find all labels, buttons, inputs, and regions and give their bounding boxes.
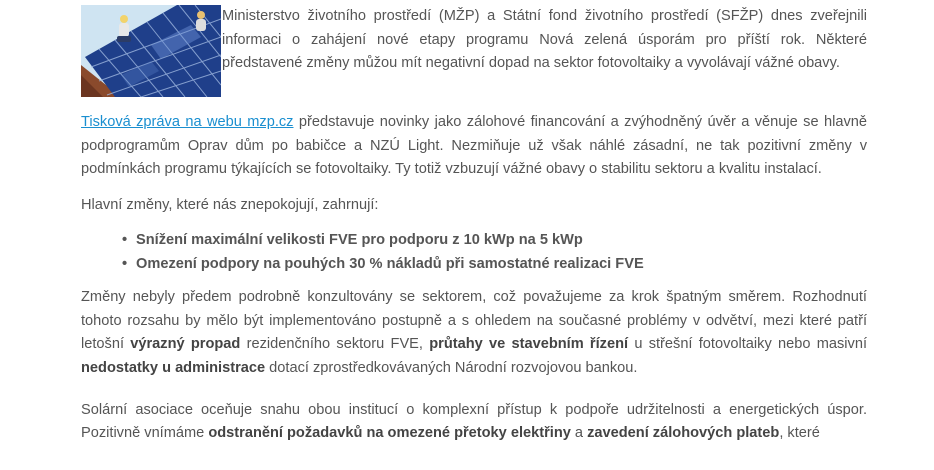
intro-paragraph: Ministerstvo životního prostředí (MŽP) a Státní fond životního prostředí (SFŽP) dnes zveřejnili informaci o zahájení nové etapy programu Nová zelená úsporám pro příští rok. Některé představené změny můžou mít negativní dopad na sektor fotovoltaiky a vyvolávají vážné obavy. [222,8,867,72]
article-intro [81,5,867,97]
consultation-text-1: Změny nebyly předem podrobně konzultovány se sektorem, což považujeme za krok špatným směrem. Rozhodnutí tohoto rozsahu by mělo být implementováno postupně a s ohledem na současné problémy v odvětví, mezi které patří letošní [81,289,867,353]
emphasis-advance-payments: zavedení zálohových plateb [587,425,780,442]
changes-intro: Hlavní změny, které nás znepokojují, zahrnují: [81,196,379,213]
press-release-text: představuje novinky jako zálohové financování a zvýhodněný úvěr a věnuje se hlavně podprogramům Oprav dům po babičce a NZÚ Light. Nezmiňuje už však náhlé zásadní, ne tak pozitivní změny v podmínkách programu týkajících se fotovoltaiky. Ty totiž vzbuzují vážné obavy o stabilitu sektoru a kvalitu instalací. [81,114,867,178]
consultation-paragraph [81,286,867,380]
changes-list [81,229,867,276]
article-body [81,5,867,458]
consultation-text-4: dotací zprostředkovávaných Národní rozvojovou bankou. [265,359,638,376]
appreciation-text-3: , které [779,425,820,442]
press-release-link[interactable]: Tisková zpráva na webu mzp.cz [81,114,294,130]
emphasis-decline: výrazný propad [130,336,241,353]
appreciation-text-2: a [570,425,588,442]
appreciation-text-1: Solární asociace oceňuje snahu obou institucí o komplexní přístup k podpoře udržitelnosti a energetických úspor. Pozitivně vnímáme [81,401,867,442]
consultation-text-2: rezidenčního sektoru FVE, [240,336,430,353]
consultation-text-3: u střešní fotovoltaiky nebo masivní [628,336,868,353]
change-item-1: • Snížení maximální velikosti FVE pro podporu z 10 kWp na 5 kWp [136,229,867,252]
emphasis-overflow: odstranění požadavků na omezené přetoky elektřiny [208,425,571,442]
emphasis-permits: průtahy ve stavebním řízení [429,336,629,353]
change-item-2: • Omezení podpory na pouhých 30 % nákladů při samostatné realizaci FVE [136,253,867,276]
appreciation-paragraph [81,399,867,446]
emphasis-administration: nedostatky u administrace [81,359,266,376]
solar-panel-photo [81,5,221,97]
press-release-paragraph [81,111,867,182]
